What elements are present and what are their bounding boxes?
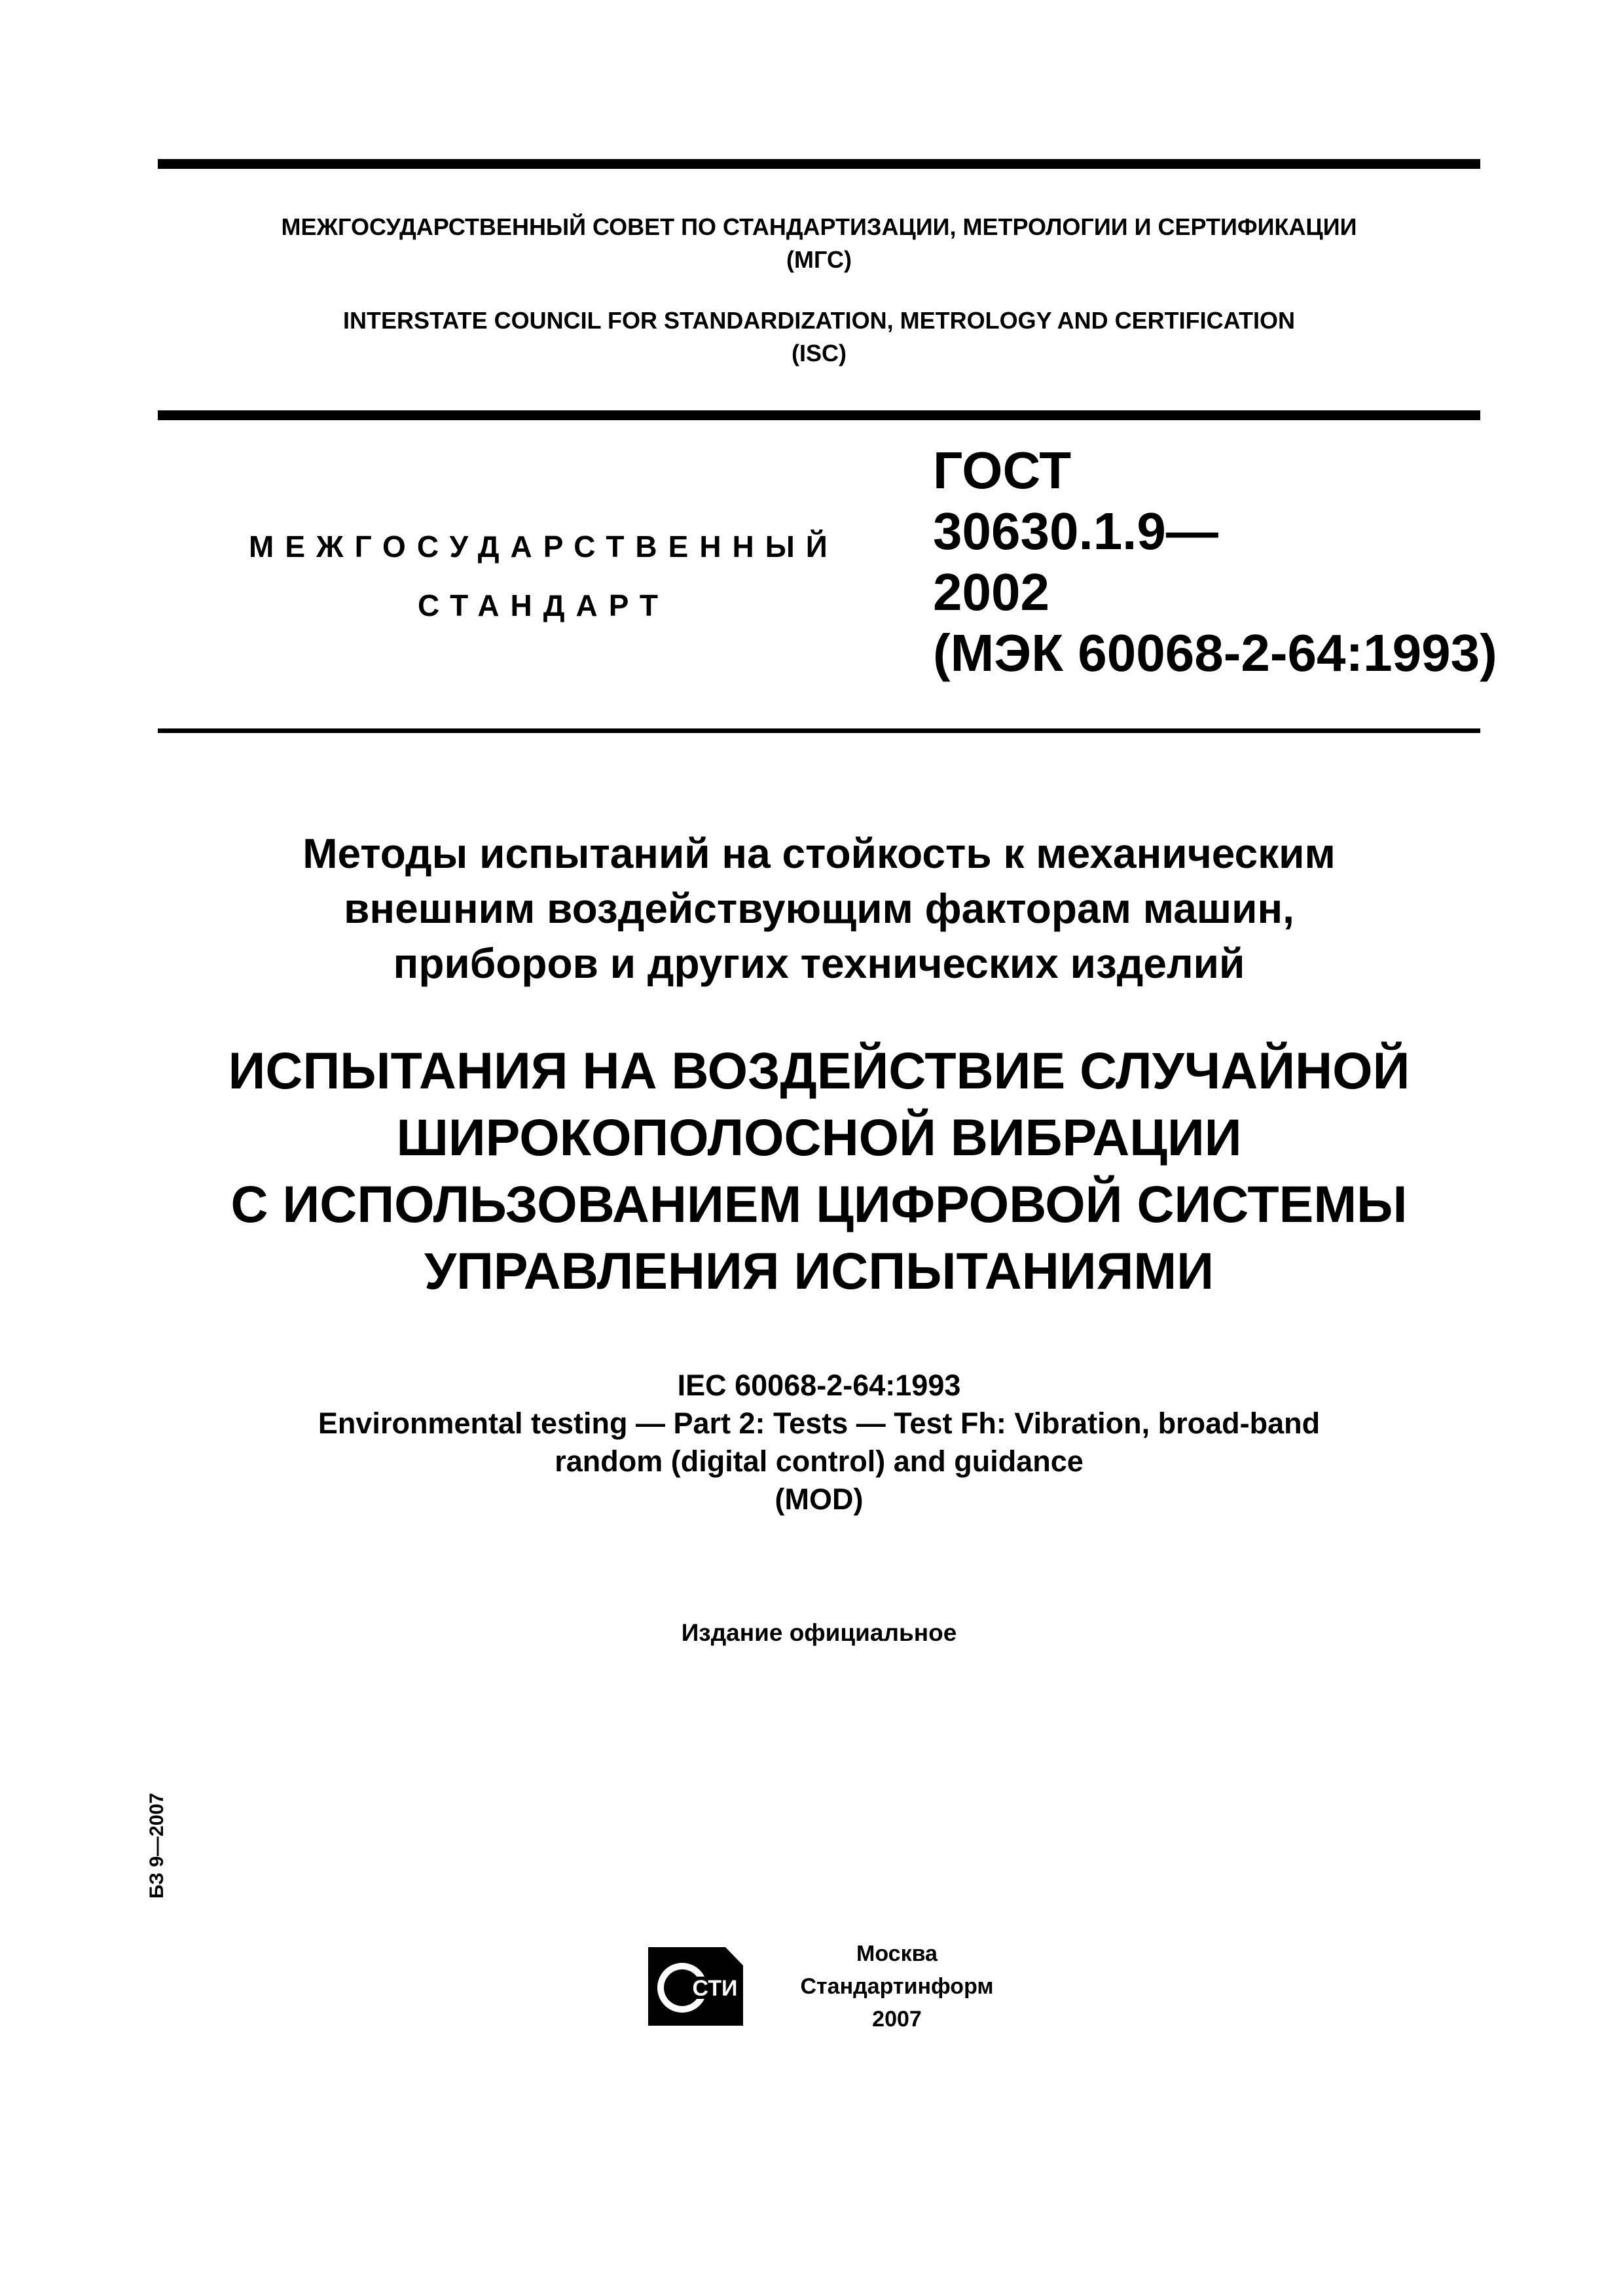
council-name-ru bbox=[158, 211, 1480, 276]
standard-label-line1: МЕЖГОСУДАРСТВЕННЫЙ bbox=[249, 529, 839, 564]
publisher-logo bbox=[648, 1947, 743, 2026]
publisher-year: 2007 bbox=[872, 2007, 922, 2032]
gost-line1: ГОСТ bbox=[933, 441, 1072, 499]
iec-reference bbox=[158, 1367, 1480, 1518]
batch-code bbox=[137, 1780, 177, 1911]
title-line2: внешним воздействующим факторам машин, bbox=[344, 885, 1294, 932]
standard-type-label bbox=[249, 517, 838, 635]
title-line1: Методы испытаний на стойкость к механическим bbox=[302, 830, 1336, 877]
sti-logo-icon bbox=[648, 1947, 743, 2026]
title-line3: приборов и других технических изделий bbox=[393, 940, 1245, 987]
document-subtitle bbox=[158, 1037, 1480, 1304]
top-rule bbox=[158, 159, 1480, 169]
council-ru-line1: МЕЖГОСУДАРСТВЕННЫЙ СОВЕТ ПО СТАНДАРТИЗАЦИИ, МЕТРОЛОГИИ И СЕРТИФИКАЦИИ bbox=[281, 213, 1357, 240]
document-title bbox=[158, 826, 1480, 991]
subtitle-line1: ИСПЫТАНИЯ НА ВОЗДЕЙСТВИЕ СЛУЧАЙНОЙ bbox=[228, 1041, 1410, 1100]
gost-line2: 30630.1.9— bbox=[933, 502, 1218, 560]
iec-line4: (MOD) bbox=[775, 1482, 864, 1516]
subtitle-line4: УПРАВЛЕНИЯ ИСПЫТАНИЯМИ bbox=[424, 1242, 1214, 1300]
gost-line4: (МЭК 60068-2-64:1993) bbox=[933, 624, 1497, 682]
middle-rule bbox=[158, 410, 1480, 420]
council-name-en bbox=[158, 304, 1480, 370]
batch-code-text: БЗ 9—2007 bbox=[146, 1793, 168, 1899]
gost-designation bbox=[933, 440, 1522, 683]
standard-label-line2: СТАНДАРТ bbox=[418, 588, 669, 622]
council-en-line2: (ISC) bbox=[792, 340, 847, 367]
council-en-line1: INTERSTATE COUNCIL FOR STANDARDIZATION, METROLOGY AND CERTIFICATION bbox=[343, 307, 1295, 334]
iec-line3: random (digital control) and guidance bbox=[555, 1444, 1084, 1478]
publisher-info bbox=[766, 1937, 1028, 2036]
subtitle-line3: С ИСПОЛЬЗОВАНИЕМ ЦИФРОВОЙ СИСТЕМЫ bbox=[230, 1175, 1408, 1233]
edition-label: Издание официальное bbox=[681, 1619, 957, 1646]
iec-line1: IEC 60068-2-64:1993 bbox=[677, 1369, 961, 1402]
publisher-city: Москва bbox=[856, 1941, 938, 1966]
logo-lettering: СТИ bbox=[692, 1976, 738, 2001]
iec-line2: Environmental testing — Part 2: Tests — Test Fh: Vibration, broad-band bbox=[318, 1407, 1321, 1440]
gost-line3: 2002 bbox=[933, 563, 1049, 621]
subtitle-line2: ШИРОКОПОЛОСНОЙ ВИБРАЦИИ bbox=[396, 1108, 1242, 1166]
publisher-name: Стандартинформ bbox=[800, 1974, 994, 1999]
council-ru-line2: (МГС) bbox=[786, 246, 852, 273]
lower-rule bbox=[158, 728, 1480, 733]
